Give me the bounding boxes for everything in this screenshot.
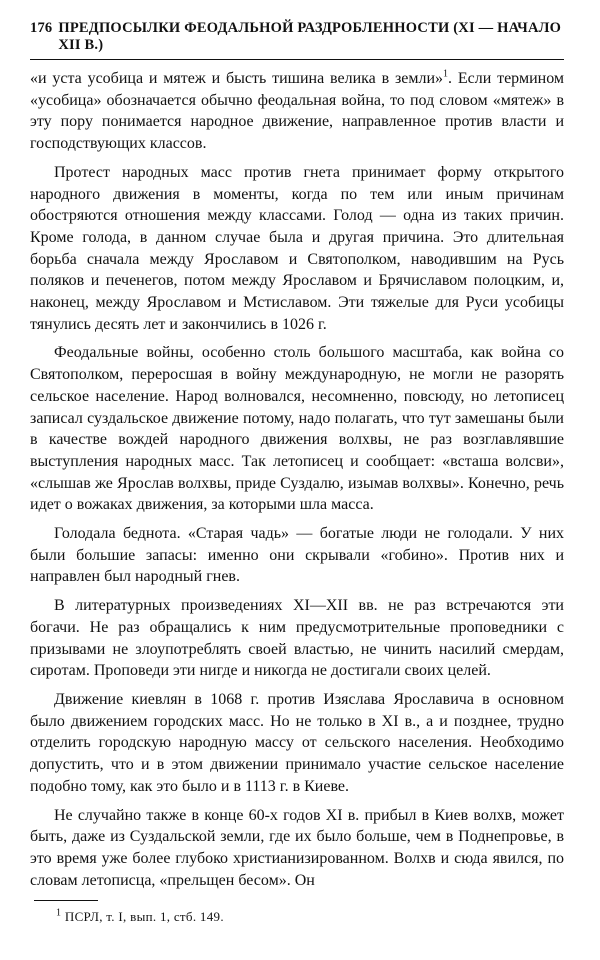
paragraph [30,68,564,155]
running-title: ПРЕДПОСЫЛКИ ФЕОДАЛЬНОЙ РАЗДРОБЛЕННОСТИ (XI — НАЧАЛО XII В.) [58,20,562,53]
footnote-ref: 1 [443,68,449,80]
footnote [30,909,564,925]
paragraph: Движение киевлян в 1068 г. против Изяслава Ярославича в основном было движением городских масс. Но не только в XI в., а и позднее, трудно отделить городскую народную массу от сельского населения. Необходимо допустить, что и в этом движении принимало участие сельское население подобно тому, как это было и в 1113 г. в Киеве. [30,690,564,795]
page-body [30,68,564,891]
paragraph: Протест народных масс против гнета принимает форму открытого народного движения в моменты, когда по тем или иным причинам обостряются отношения между классами. Голод — одна из таких причин. Кроме голода, в данном случае была и другая причина. Это длительная борьба сначала между Ярославом и Святополком, наводившим на Русь поляков и печенегов, потом между Ярославом и Брячиславом полоцким, и, наконец, между Ярославом и Мстиславом. Эти тяжелые для Руси усобицы тянулись десять лет и закончились в 1026 г. [30,163,564,333]
paragraph: Не случайно также в конце 60-х годов XI в. прибыл в Киев волхв, может быть, даже из Суздальской земли, где их было больше, чем в Поднепровье, в это время уже более глубоко христианизированном. Волхв и сюда явился, по словам летописца, «прельщен бесом». Он [30,806,564,889]
page-number: 176 [30,20,53,36]
running-header [30,20,564,60]
paragraph-text: . Если термином «усобица» обозначается обычно феодальная война, то под словом «мятеж» в эту пору понимается народное движение, направленное против власти и господствующих классов. [30,70,565,153]
paragraph: Голодала беднота. «Старая чадь» — богатые люди не голодали. У них были большие запасы: именно они скрывали «гобино». Против них и направлен был народный гнев. [30,525,564,586]
paragraph-text: «и уста усобица и мятеж и бысть тишина велика в земли» [30,70,444,87]
footnote-divider [34,900,98,901]
paragraph: В литературных произведениях XI—XII вв. не раз встречаются эти богачи. Не раз обращались к ним предусмотрительные проповедники с призывами не злоупотреблять своей властью, не чинить насилий смердам, сиротам. Проповеди эти нигде и никогда не достигали своих целей. [30,597,564,680]
paragraph: Феодальные войны, особенно столь большого масштаба, как война со Святополком, переросшая в войну международную, не могли не разорять сельское население. Народ волновался, несомненно, повсюду, но летописец записал суздальское движение потому, надо полагать, что тут замешаны были в качестве вождей народного движения волхвы, не раз возглавлявшие выступления народных масс. Так летописец и сообщает: «всташа волсви», «слышав же Ярослав волхвы, приде Суздалю, изымав волхвы». Конечно, речь идет о вожаках движения, за которыми шла масса. [30,344,564,514]
footnote-marker: 1 [56,907,62,919]
footnote-text: ПСРЛ, т. I, вып. 1, стб. 149. [64,909,224,925]
